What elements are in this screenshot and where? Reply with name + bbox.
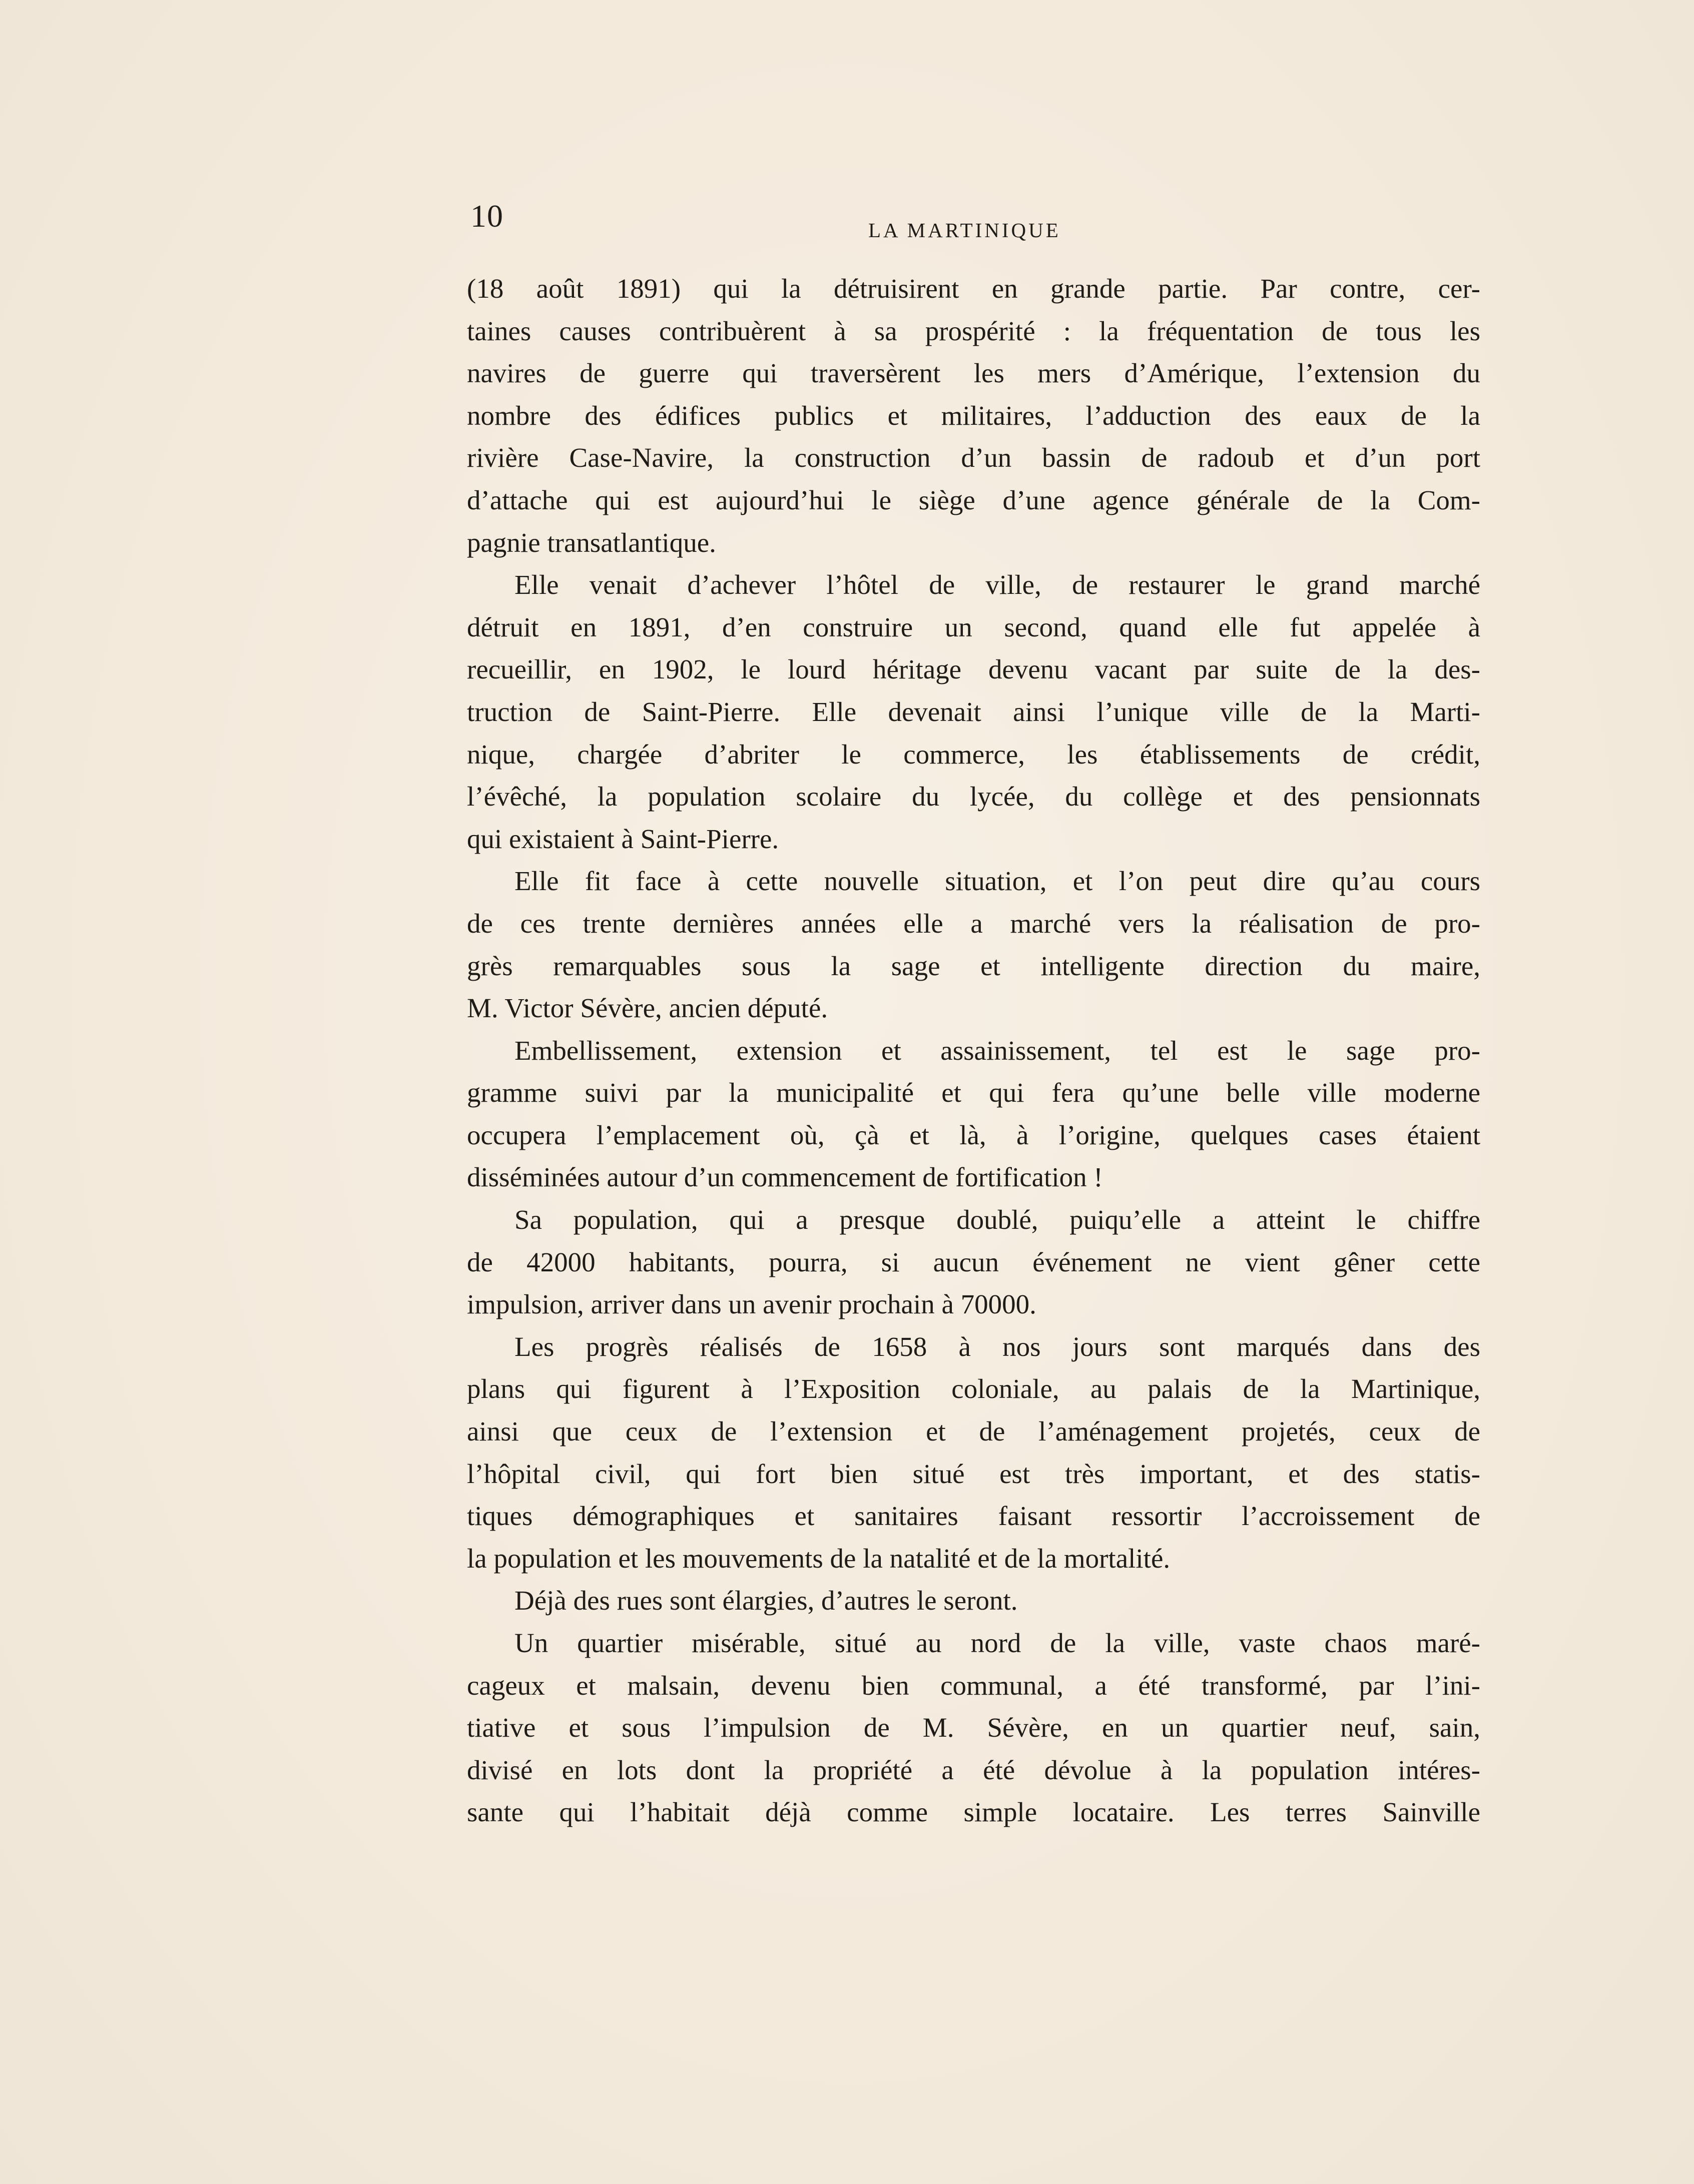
text-line: disséminées autour d’un commencement de fortification !	[467, 1162, 1103, 1193]
text-line: nombre des édifices publics et militaires, l’adduction des eaux de la	[467, 400, 1480, 431]
paragraph	[467, 1622, 1480, 1834]
text-line: navires de guerre qui traversèrent les mers d’Amérique, l’extension du	[467, 358, 1480, 389]
text-line: tiative et sous l’impulsion de M. Sévère, en un quartier neuf, sain,	[467, 1712, 1480, 1743]
text-line: Elle fit face à cette nouvelle situation, et l’on peut dire qu’au cours	[514, 866, 1480, 897]
text-line: Sa population, qui a presque doublé, puiqu’elle a atteint le chiffre	[514, 1204, 1480, 1235]
text-line: (18 août 1891) qui la détruisirent en grande partie. Par contre, cer-	[467, 273, 1480, 304]
text-line: plans qui figurent à l’Exposition coloniale, au palais de la Martinique,	[467, 1373, 1480, 1404]
page-number: 10	[470, 198, 503, 234]
text-line: impulsion, arriver dans un avenir prochain à 70000.	[467, 1289, 1036, 1320]
running-title: LA MARTINIQUE	[868, 219, 1061, 242]
text-line: cageux et malsain, devenu bien communal, a été transformé, par l’ini-	[467, 1670, 1480, 1701]
text-line: ainsi que ceux de l’extension et de l’aménagement projetés, ceux de	[467, 1416, 1480, 1447]
text-line: qui existaient à Saint-Pierre.	[467, 823, 779, 854]
text-line: de 42000 habitants, pourra, si aucun événement ne vient gêner cette	[467, 1246, 1480, 1277]
text-line: Elle venait d’achever l’hôtel de ville, de restaurer le grand marché	[514, 569, 1480, 600]
text-line: grès remarquables sous la sage et intelligente direction du maire,	[467, 950, 1480, 981]
text-line: truction de Saint-Pierre. Elle devenait ainsi l’unique ville de la Marti-	[467, 696, 1480, 727]
text-line: d’attache qui est aujourd’hui le siège d’une agence générale de la Com-	[467, 484, 1480, 515]
paragraph	[467, 1199, 1480, 1326]
text-line: Déjà des rues sont élargies, d’autres le seront.	[514, 1585, 1018, 1616]
text-line: la population et les mouvements de la natalité et de la mortalité.	[467, 1543, 1171, 1574]
text-line: Les progrès réalisés de 1658 à nos jours sont marqués dans des	[514, 1331, 1480, 1362]
paragraph	[467, 564, 1480, 860]
text-line: sante qui l’habitait déjà comme simple locataire. Les terres Sainville	[467, 1797, 1480, 1828]
text-line: M. Victor Sévère, ancien député.	[467, 993, 828, 1024]
paragraph	[467, 1326, 1480, 1580]
text-line: pagnie transatlantique.	[467, 527, 716, 558]
text-line: occupera l’emplacement où, çà et là, à l’origine, quelques cases étaient	[467, 1119, 1480, 1150]
text-line: l’hôpital civil, qui fort bien situé est très important, et des statis-	[467, 1458, 1480, 1489]
text-line: gramme suivi par la municipalité et qui fera qu’une belle ville moderne	[467, 1077, 1480, 1108]
body-text	[467, 268, 1480, 1834]
text-line: divisé en lots dont la propriété a été dévolue à la population intéres-	[467, 1754, 1480, 1785]
text-line: taines causes contribuèrent à sa prospérité : la fréquentation de tous les	[467, 315, 1480, 346]
text-line: Embellissement, extension et assainissement, tel est le sage pro-	[514, 1035, 1480, 1066]
paragraph	[467, 1580, 1480, 1622]
text-line: de ces trente dernières années elle a marché vers la réalisation de pro-	[467, 908, 1480, 939]
text-line: Un quartier misérable, situé au nord de la ville, vaste chaos maré-	[514, 1628, 1480, 1658]
text-line: rivière Case-Navire, la construction d’un bassin de radoub et d’un port	[467, 442, 1480, 473]
text-line: l’évêché, la population scolaire du lycée, du collège et des pensionnats	[467, 781, 1480, 812]
text-line: détruit en 1891, d’en construire un second, quand elle fut appelée à	[467, 611, 1480, 642]
paragraph	[467, 1030, 1480, 1199]
text-line: nique, chargée d’abriter le commerce, les établissements de crédit,	[467, 739, 1480, 770]
paragraph	[467, 268, 1480, 564]
paragraph	[467, 860, 1480, 1029]
text-line: tiques démographiques et sanitaires faisant ressortir l’accroissement de	[467, 1501, 1480, 1532]
text-line: recueillir, en 1902, le lourd héritage devenu vacant par suite de la des-	[467, 654, 1480, 685]
